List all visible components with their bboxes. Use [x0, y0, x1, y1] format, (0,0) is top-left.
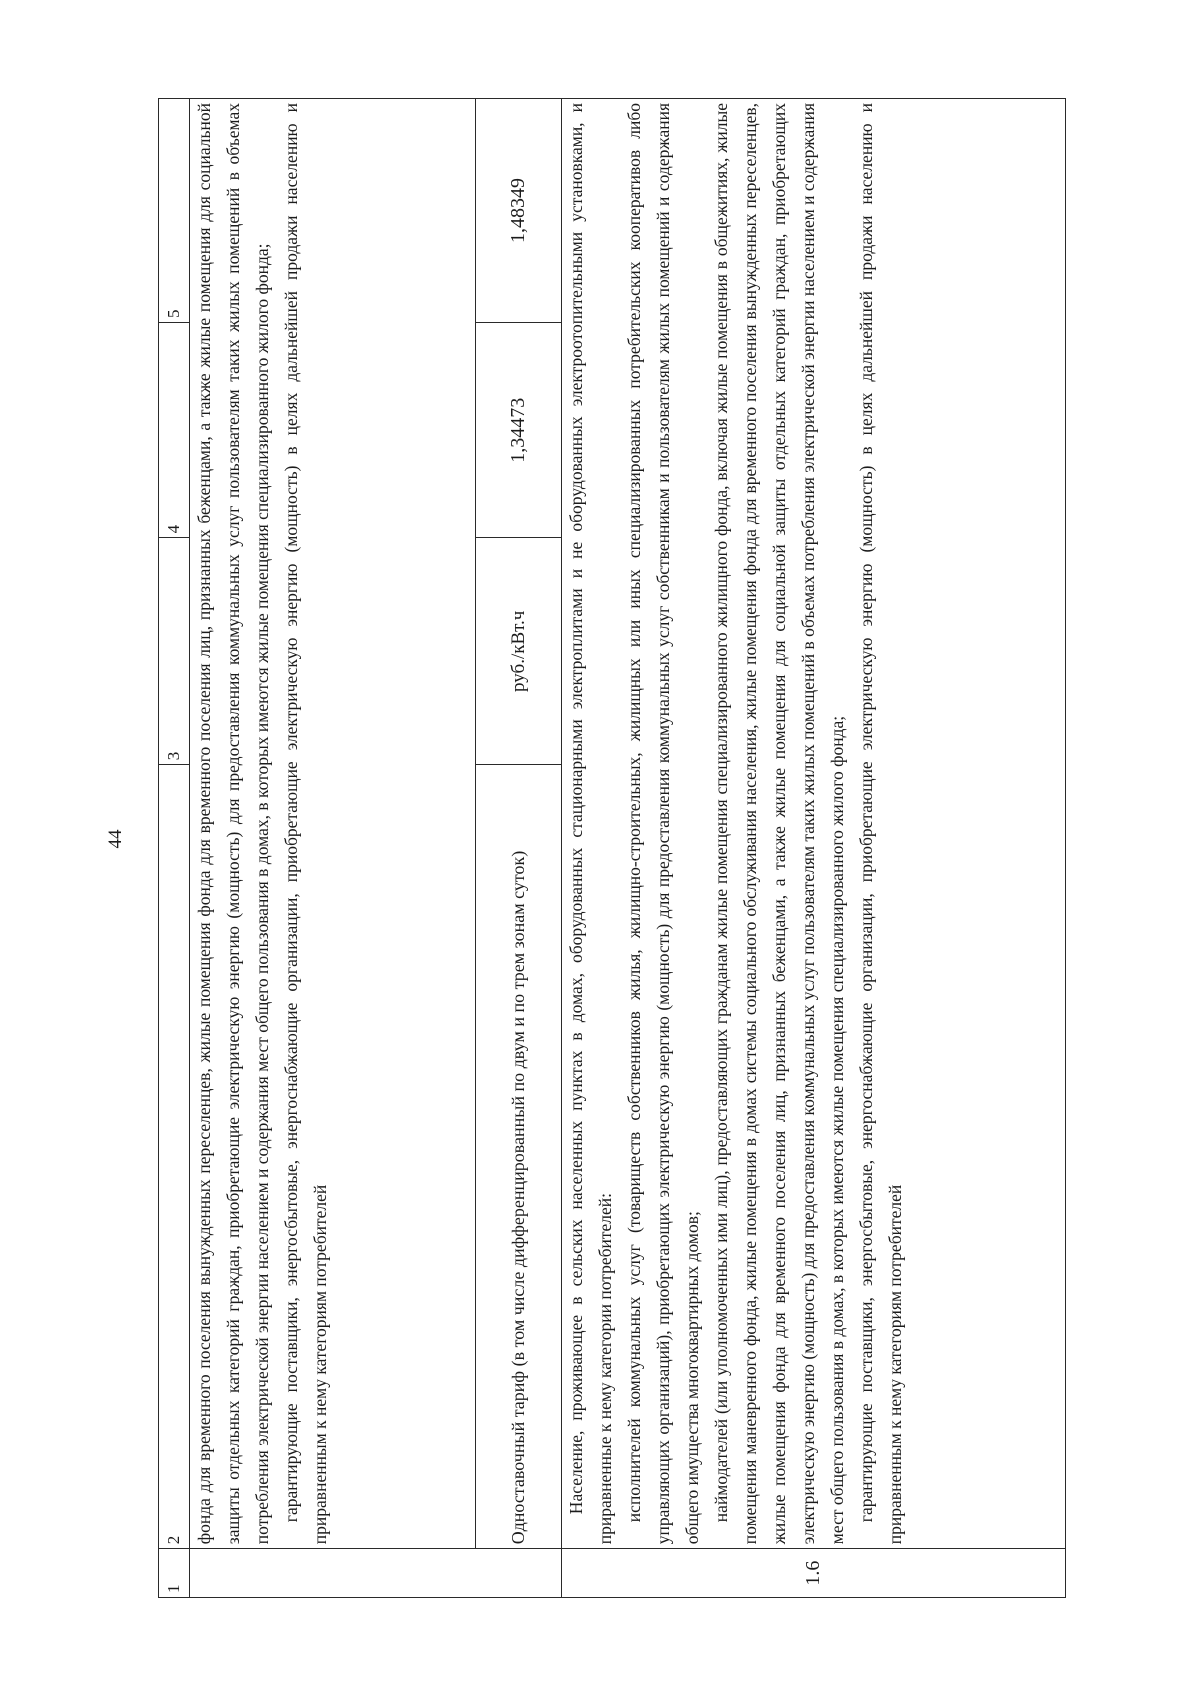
tariff-value-col5: 1,48349	[476, 99, 562, 323]
tariff-unit: руб./кВт.ч	[476, 538, 562, 765]
continued-paragraph: гарантирующие поставщики, энергосбытовые, энергоснабжающие организации, приобретающие электрическую энергию (мощность) в целях дальнейшей продажи населению и приравненным к нему категориям потребителей	[281, 103, 330, 1545]
continued-paragraph: фонда для временного поселения вынужденных переселенцев, жилые помещения фонда для временного поселения лиц, признанных беженцами, а также жилые помещения для социальной защиты отдельных категорий граждан, приобретающие электрическую энергию (мощность) для предоставления коммунальных услуг пользователям таких жилых помещений в объемах потребления электрической энергии населением и содержания мест общего пользования в домах, в которых имеются жилые помещения специализированного жилого фонда;	[194, 103, 272, 1545]
header-col-5: 5	[159, 99, 190, 323]
header-col-2: 2	[159, 765, 190, 1549]
row-paragraph: исполнителей коммунальных услуг (товариществ собственников жилья, жилищно-строительных, жилищных или иных специализированных потребительских кооперативов либо управляющих организаций), приобретающих электрическую энергию (мощность) для предоставления коммунальных услуг собственникам и пользователям жилых помещений и содержания общего имущества многоквартирных домов;	[624, 103, 702, 1545]
continued-description	[190, 99, 476, 1549]
row-paragraph: гарантирующие поставщики, энергосбытовые, энергоснабжающие организации, приобретающие электрическую энергию (мощность) в целях дальнейшей продажи населению и приравненным к нему категориям потребителей	[856, 103, 905, 1545]
header-col-4: 4	[159, 323, 190, 538]
rotated-page-content	[158, 98, 1066, 1598]
row-number: 1.6	[562, 1549, 1066, 1598]
tariff-name: Одноставочный тариф (в том числе дифференцированный по двум и по трем зонам суток)	[476, 765, 562, 1549]
row-1-6	[562, 99, 1066, 1598]
tariff-value-col4: 1,34473	[476, 323, 562, 538]
row-paragraph: наймодателей (или уполномоченных ими лиц), предоставляющих гражданам жилые помещения специализированного жилищного фонда, включая жилые помещения в общежитиях, жилые помещения маневренного фонда, жилые помещения в домах системы социального обслуживания населения, жилые помещения фонда для временного поселения вынужденных переселенцев, жилые помещения фонда для временного поселения лиц, признанных беженцами, а также жилые помещения для социальной защиты отдельных категорий граждан, приобретающих электрическую энергию (мощность) для предоставления коммунальных услуг пользователям таких жилых помещений в объемах потребления электрической энергии населением и содержания мест общего пользования в домах, в которых имеются жилые помещения специализированного жилого фонда;	[711, 103, 847, 1545]
row-1-6-description	[562, 99, 1066, 1549]
page-number: 44	[105, 829, 126, 849]
header-col-1: 1	[159, 1549, 190, 1598]
row-paragraph: Население, проживающее в сельских населенных пунктах в домах, оборудованных стационарными электроплитами и не оборудованных электроотопительными установками, и приравненные к нему категории потребителей:	[566, 103, 615, 1545]
header-row	[159, 99, 190, 1598]
continued-row	[190, 99, 476, 1598]
continued-number-cell	[190, 1549, 562, 1598]
tariff-table	[158, 98, 1066, 1598]
tariff-row	[476, 99, 562, 1598]
header-col-3: 3	[159, 538, 190, 765]
